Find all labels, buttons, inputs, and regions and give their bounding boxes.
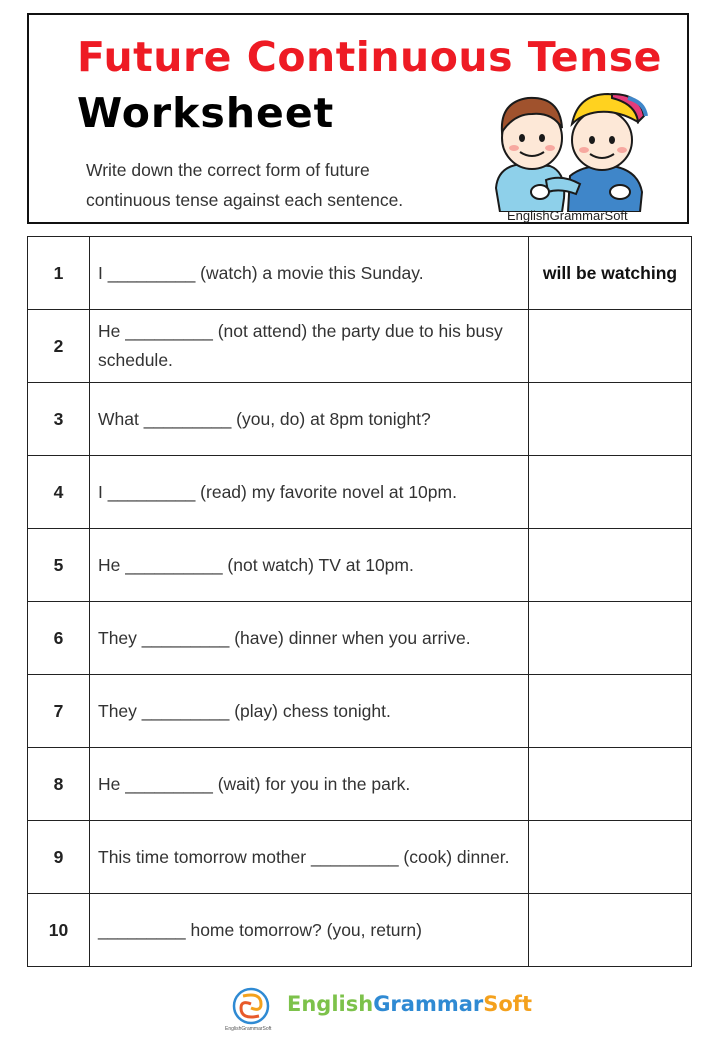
answer-cell[interactable]: will be watching	[529, 237, 692, 310]
question-sentence: He __________ (not watch) TV at 10pm.	[90, 529, 529, 602]
worksheet-header	[27, 13, 689, 224]
exercise-table	[27, 236, 692, 967]
question-sentence: He _________ (wait) for you in the park.	[90, 748, 529, 821]
answer-cell[interactable]	[529, 310, 692, 383]
worksheet-title: Future Continuous Tense	[77, 33, 662, 81]
answer-cell[interactable]	[529, 748, 692, 821]
brand-name-part: Soft	[483, 992, 532, 1016]
question-sentence: _________ home tomorrow? (you, return)	[90, 894, 529, 967]
question-number: 7	[28, 675, 90, 748]
question-sentence: I _________ (read) my favorite novel at 10pm.	[90, 456, 529, 529]
instructions-text: Write down the correct form of future continuous tense against each sentence.	[86, 160, 404, 210]
table-row	[28, 748, 692, 821]
question-sentence: I _________ (watch) a movie this Sunday.	[90, 237, 529, 310]
question-number: 3	[28, 383, 90, 456]
table-row	[28, 675, 692, 748]
kids-illustration	[488, 80, 658, 212]
table-row	[28, 456, 692, 529]
question-number: 9	[28, 821, 90, 894]
illustration-caption: EnglishGrammarSoft	[507, 208, 628, 223]
question-sentence: They _________ (play) chess tonight.	[90, 675, 529, 748]
answer-cell[interactable]	[529, 383, 692, 456]
table-row	[28, 894, 692, 967]
logo-caption: EnglishGrammarSoft	[225, 1026, 272, 1032]
brand-name	[287, 992, 532, 1016]
question-number: 4	[28, 456, 90, 529]
question-sentence: They _________ (have) dinner when you arrive.	[90, 602, 529, 675]
question-sentence: What _________ (you, do) at 8pm tonight?	[90, 383, 529, 456]
question-sentence: He _________ (not attend) the party due to his busy schedule.	[90, 310, 529, 383]
brand-name-part: Grammar	[373, 992, 484, 1016]
answer-cell[interactable]	[529, 456, 692, 529]
question-number: 5	[28, 529, 90, 602]
brand-name-part: English	[287, 992, 374, 1016]
worksheet-subtitle: Worksheet	[77, 89, 335, 137]
answer-cell[interactable]	[529, 821, 692, 894]
footer-brand	[225, 986, 532, 1034]
table-row	[28, 237, 692, 310]
question-number: 1	[28, 237, 90, 310]
answer-cell[interactable]	[529, 894, 692, 967]
brand-logo-icon	[231, 986, 271, 1026]
answer-cell[interactable]	[529, 675, 692, 748]
table-row	[28, 602, 692, 675]
table-row	[28, 821, 692, 894]
table-row	[28, 310, 692, 383]
answer-cell[interactable]	[529, 529, 692, 602]
question-number: 2	[28, 310, 90, 383]
question-number: 10	[28, 894, 90, 967]
question-number: 8	[28, 748, 90, 821]
table-row	[28, 383, 692, 456]
question-number: 6	[28, 602, 90, 675]
answer-cell[interactable]	[529, 602, 692, 675]
table-row	[28, 529, 692, 602]
question-sentence: This time tomorrow mother _________ (cook) dinner.	[90, 821, 529, 894]
